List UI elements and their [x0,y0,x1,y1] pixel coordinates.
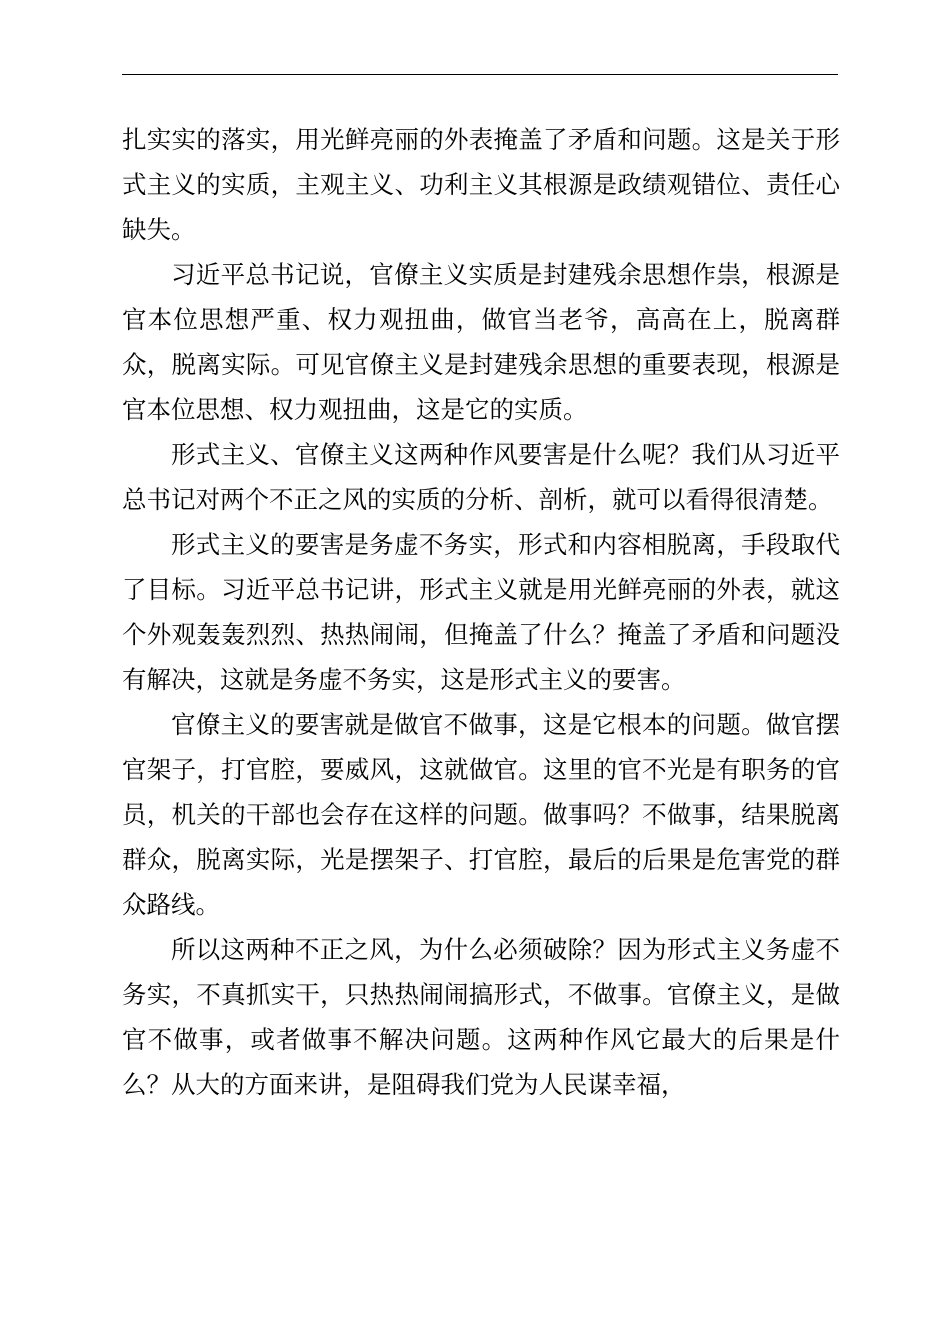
paragraph-formalism-crux: 形式主义的要害是务虚不务实，形式和内容相脱离，手段取代了目标。习近平总书记讲，形式主义就是用光鲜亮丽的外表，就这个外观轰轰烈烈、热热闹闹，但掩盖了什么？掩盖了矛盾和问题没有解决，这就是务虚不务实，这是形式主义的要害。 [122,530,840,694]
header-rule [122,74,838,75]
document-body [122,117,840,1107]
paragraph-bureaucratism-crux: 官僚主义的要害就是做官不做事，这是它根本的问题。做官摆官架子，打官腔，要威风，这就做官。这里的官不光是有职务的官员，机关的干部也会存在这样的问题。做事吗？不做事，结果脱离群众，脱离实际，光是摆架子、打官腔，最后的后果是危害党的群众路线。 [122,710,840,919]
paragraph-why-eliminate: 所以这两种不正之风，为什么必须破除？因为形式主义务虚不务实，不真抓实干，只热热闹闹搞形式，不做事。官僚主义，是做官不做事，或者做事不解决问题。这两种作风它最大的后果是什么？从大的方面来讲，是阻碍我们党为人民谋幸福， [122,935,840,1099]
paragraph-bureaucratism-essence: 习近平总书记说，官僚主义实质是封建残余思想作祟，根源是官本位思想严重、权力观扭曲，做官当老爷，高高在上，脱离群众，脱离实际。可见官僚主义是封建残余思想的重要表现，根源是官本位思想、权力观扭曲，这是它的实质。 [122,260,840,424]
paragraph-crux-question: 形式主义、官僚主义这两种作风要害是什么呢？我们从习近平总书记对两个不正之风的实质的分析、剖析，就可以看得很清楚。 [122,440,840,514]
paragraph-continuation: 扎实实的落实，用光鲜亮丽的外表掩盖了矛盾和问题。这是关于形式主义的实质，主观主义、功利主义其根源是政绩观错位、责任心缺失。 [122,125,840,244]
